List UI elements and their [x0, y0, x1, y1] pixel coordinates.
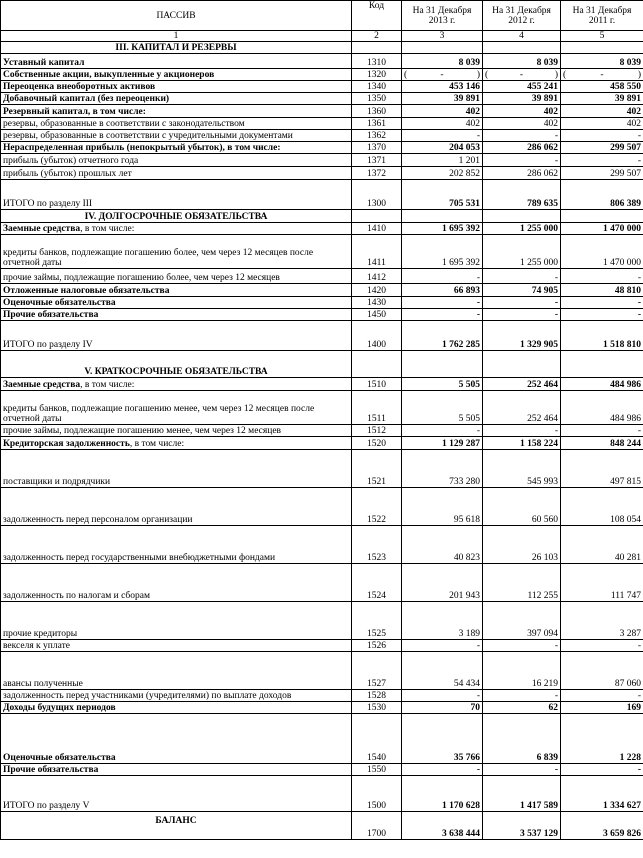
value-cell-2013: 1 695 392 — [402, 235, 483, 269]
value-cell-2011: 39 891 — [561, 93, 643, 105]
row-code: 1524 — [352, 564, 402, 602]
value-cell-2013: 5 505 — [402, 391, 483, 425]
row-name: Оценочные обязательства — [1, 714, 352, 764]
column-number: 3 — [402, 31, 483, 42]
value-cell-2012: - — [483, 425, 561, 437]
header-2013: На 31 Декабря 2013 г. — [402, 1, 483, 31]
row-name: ИТОГО по разделу V — [1, 776, 352, 812]
section-row — [1, 42, 643, 54]
table-row — [1, 154, 643, 167]
row-code: 1450 — [352, 309, 402, 321]
value-cell-2013: 40 823 — [402, 526, 483, 564]
row-code: 1527 — [352, 652, 402, 690]
value-cell-2011: - — [561, 764, 643, 776]
value-cell-2011: 299 507 — [561, 167, 643, 180]
value-cell-2012: 39 891 — [483, 93, 561, 105]
row-name: Переоценка внеоборотных активов — [1, 81, 352, 93]
row-code: 1372 — [352, 167, 402, 180]
value-cell-2011: 806 389 — [561, 180, 643, 210]
section-row — [1, 351, 643, 378]
value-cell-2013: 202 852 — [402, 167, 483, 180]
row-name-bold: Кредиторская задолженность — [3, 439, 130, 449]
row-code: 1310 — [352, 54, 402, 69]
table-row — [1, 93, 643, 105]
value-cell-2012: 1 255 000 — [483, 235, 561, 269]
row-name: Нераспределенная прибыль (непокрытый убыток), в том числе: — [1, 142, 352, 154]
row-name-bold: Заемные средства — [3, 380, 81, 390]
row-name: авансы полученные — [1, 652, 352, 690]
value-cell-2013 — [402, 42, 483, 54]
table-row — [1, 425, 643, 437]
row-code: 1412 — [352, 269, 402, 284]
table-row — [1, 297, 643, 309]
table-row — [1, 652, 643, 690]
value-cell-2011: - — [561, 690, 643, 702]
row-name: прочие займы, подлежащие погашению более, чем через 12 месяцев — [1, 269, 352, 284]
value-cell-2011: 484 986 — [561, 378, 643, 391]
value-cell-2013: 39 891 — [402, 93, 483, 105]
value-cell-2011: 1 518 810 — [561, 321, 643, 351]
row-name: Уставный капитал — [1, 54, 352, 69]
value-cell-2013: 705 531 — [402, 180, 483, 210]
value-cell-2012: 545 993 — [483, 450, 561, 488]
table-row — [1, 378, 643, 391]
table-row — [1, 223, 643, 235]
column-number: 4 — [483, 31, 561, 42]
table-row — [1, 284, 643, 297]
row-name: III. КАПИТАЛ И РЕЗЕРВЫ — [1, 42, 352, 54]
row-name: ИТОГО по разделу III — [1, 180, 352, 210]
value-cell-2012: 286 062 — [483, 142, 561, 154]
value-cell-2012: 112 255 — [483, 564, 561, 602]
value-cell-2012: 1 158 224 — [483, 437, 561, 450]
row-name: IV. ДОЛГОСРОЧНЫЕ ОБЯЗАТЕЛЬСТВА — [1, 210, 352, 223]
value-cell-2013: 3 189 — [402, 602, 483, 640]
table-row — [1, 130, 643, 142]
row-name-suffix: , в том числе: — [80, 380, 135, 390]
row-code: 1340 — [352, 81, 402, 93]
row-code: 1371 — [352, 154, 402, 167]
value-cell-2012: - — [483, 154, 561, 167]
value-cell-2011 — [561, 210, 643, 223]
table-header-row — [1, 1, 643, 31]
row-code: 1411 — [352, 235, 402, 269]
header-2012: На 31 Декабря 2012 г. — [483, 1, 561, 31]
value-cell-2013: 1 129 287 — [402, 437, 483, 450]
row-name: Прочие обязательства — [1, 764, 352, 776]
table-row — [1, 690, 643, 702]
row-value: - — [519, 70, 524, 80]
row-code: 1510 — [352, 378, 402, 391]
value-cell-2012 — [483, 351, 561, 378]
row-name-bold: Заемные средства — [3, 224, 81, 234]
row-name: V. КРАТКОСРОЧНЫЕ ОБЯЗАТЕЛЬСТВА — [1, 351, 352, 378]
value-cell-2011: 8 039 — [561, 54, 643, 69]
value-cell-2013: 201 943 — [402, 564, 483, 602]
value-cell-2012: - — [483, 309, 561, 321]
value-cell-2011: 3 659 826 — [561, 812, 643, 840]
value-cell-2011: 48 810 — [561, 284, 643, 297]
value-cell-2012: - — [483, 130, 561, 142]
table-row — [1, 235, 643, 269]
row-name: прибыль (убыток) прошлых лет — [1, 167, 352, 180]
value-cell-2013: 3 638 444 — [402, 812, 483, 840]
value-cell-2011: 3 287 — [561, 602, 643, 640]
row-name: резервы, образованные в соответствии с учредительными документами — [1, 130, 352, 142]
value-cell-2012: - — [483, 640, 561, 652]
row-name: задолженность перед персоналом организации — [1, 488, 352, 526]
row-code: 1512 — [352, 425, 402, 437]
value-cell-2011: 402 — [561, 105, 643, 118]
row-code: 1523 — [352, 526, 402, 564]
value-cell-2012: - — [483, 690, 561, 702]
row-code: 1540 — [352, 714, 402, 764]
table-row — [1, 54, 643, 69]
row-code: 1500 — [352, 776, 402, 812]
row-name — [1, 378, 352, 391]
row-code: 1550 — [352, 764, 402, 776]
row-name: кредиты банков, подлежащие погашению менее, чем через 12 месяцев после отчетной даты — [1, 391, 352, 425]
row-name: Отложенные налоговые обязательства — [1, 284, 352, 297]
value-cell-2012: 286 062 — [483, 167, 561, 180]
table-row — [1, 602, 643, 640]
value-cell-2013: 95 618 — [402, 488, 483, 526]
value-cell-2011: 299 507 — [561, 142, 643, 154]
value-cell-2011: 1 228 — [561, 714, 643, 764]
value-cell-2012: 1 417 589 — [483, 776, 561, 812]
row-value: - — [440, 70, 444, 80]
row-name — [1, 437, 352, 450]
value-cell-2011: 1 470 000 — [561, 223, 643, 235]
row-code: 1526 — [352, 640, 402, 652]
value-cell-2013: 1 762 285 — [402, 321, 483, 351]
row-code: 1400 — [352, 321, 402, 351]
total-row — [1, 776, 643, 812]
row-code: 1525 — [352, 602, 402, 640]
table-row — [1, 118, 643, 130]
value-cell-2012: 397 094 — [483, 602, 561, 640]
value-cell-2011 — [561, 351, 643, 378]
value-cell-2013: 66 893 — [402, 284, 483, 297]
value-cell-2012 — [483, 210, 561, 223]
row-code: 1528 — [352, 690, 402, 702]
value-cell-2013: - — [402, 309, 483, 321]
row-name: Прочие обязательства — [1, 309, 352, 321]
table-row — [1, 142, 643, 154]
value-cell-2012: 60 560 — [483, 488, 561, 526]
row-name: Добавочный капитал (без переоценки) — [1, 93, 352, 105]
row-name: ИТОГО по разделу IV — [1, 321, 352, 351]
value-cell-2011: 40 281 — [561, 526, 643, 564]
section-row — [1, 210, 643, 223]
row-name: БАЛАНС — [1, 812, 352, 840]
value-cell-2011: 1 470 000 — [561, 235, 643, 269]
value-cell-2011: 402 — [561, 118, 643, 130]
row-code: 1430 — [352, 297, 402, 309]
row-code — [352, 210, 402, 223]
value-cell-2011: - — [561, 425, 643, 437]
value-cell-2013: ( - ) — [402, 69, 483, 81]
value-cell-2012: 62 — [483, 702, 561, 714]
table-row — [1, 69, 643, 81]
row-name: Резервный капитал, в том числе: — [1, 105, 352, 118]
row-name: резервы, образованные в соответствии с законодательством — [1, 118, 352, 130]
row-code: 1370 — [352, 142, 402, 154]
value-cell-2011: - — [561, 130, 643, 142]
value-cell-2013: 8 039 — [402, 54, 483, 69]
column-number: 2 — [352, 31, 402, 42]
row-name: прибыль (убыток) отчетного года — [1, 154, 352, 167]
row-name-suffix: , в том числе: — [80, 224, 135, 234]
value-cell-2011: 87 060 — [561, 652, 643, 690]
table-row — [1, 640, 643, 652]
row-code: 1350 — [352, 93, 402, 105]
value-cell-2013 — [402, 351, 483, 378]
column-number: 5 — [561, 31, 643, 42]
value-cell-2013: - — [402, 425, 483, 437]
value-cell-2012: 1 255 000 — [483, 223, 561, 235]
value-cell-2013: 733 280 — [402, 450, 483, 488]
table-row — [1, 309, 643, 321]
row-code: 1361 — [352, 118, 402, 130]
value-cell-2013: 1 695 392 — [402, 223, 483, 235]
value-cell-2011: - — [561, 154, 643, 167]
value-cell-2011: 458 550 — [561, 81, 643, 93]
row-code — [352, 42, 402, 54]
value-cell-2011: - — [561, 640, 643, 652]
value-cell-2012: - — [483, 297, 561, 309]
value-cell-2013: 204 053 — [402, 142, 483, 154]
row-name-suffix: , в том числе: — [129, 439, 185, 449]
row-code: 1420 — [352, 284, 402, 297]
column-numbers-row — [1, 31, 643, 42]
row-code: 1522 — [352, 488, 402, 526]
value-cell-2013: 402 — [402, 118, 483, 130]
row-value: - — [600, 70, 604, 80]
table-row — [1, 269, 643, 284]
table-row — [1, 167, 643, 180]
value-cell-2012: 455 241 — [483, 81, 561, 93]
table-row — [1, 450, 643, 488]
table-row — [1, 764, 643, 776]
value-cell-2011 — [561, 42, 643, 54]
row-code: 1511 — [352, 391, 402, 425]
header-code: Код — [352, 1, 402, 31]
value-cell-2012: 252 464 — [483, 378, 561, 391]
row-code: 1362 — [352, 130, 402, 142]
row-code: 1530 — [352, 702, 402, 714]
value-cell-2013: - — [402, 764, 483, 776]
column-number: 1 — [1, 31, 352, 42]
value-cell-2012: 252 464 — [483, 391, 561, 425]
table-row — [1, 105, 643, 118]
value-cell-2012: 3 537 129 — [483, 812, 561, 840]
row-name: векселя к уплате — [1, 640, 352, 652]
row-code — [352, 351, 402, 378]
value-cell-2013: - — [402, 690, 483, 702]
value-cell-2013: 35 766 — [402, 714, 483, 764]
row-name: Собственные акции, выкупленные у акционеров — [1, 69, 352, 81]
header-2011: На 31 Декабря 2011 г. — [561, 1, 643, 31]
row-code: 1520 — [352, 437, 402, 450]
value-cell-2013: - — [402, 640, 483, 652]
row-name: поставщики и подрядчики — [1, 450, 352, 488]
value-cell-2012: - — [483, 764, 561, 776]
value-cell-2011: 484 986 — [561, 391, 643, 425]
row-name: кредиты банков, подлежащие погашению более, чем через 12 месяцев после отчетной даты — [1, 235, 352, 269]
value-cell-2013: 402 — [402, 105, 483, 118]
value-cell-2012: 402 — [483, 105, 561, 118]
value-cell-2012: 1 329 905 — [483, 321, 561, 351]
row-code: 1360 — [352, 105, 402, 118]
row-code: 1521 — [352, 450, 402, 488]
total-row — [1, 180, 643, 210]
row-name — [1, 223, 352, 235]
row-code: 1700 — [352, 812, 402, 840]
value-cell-2013: 5 505 — [402, 378, 483, 391]
row-name: прочие кредиторы — [1, 602, 352, 640]
value-cell-2012: 402 — [483, 118, 561, 130]
total-row — [1, 321, 643, 351]
value-cell-2013: - — [402, 297, 483, 309]
value-cell-2011: 1 334 627 — [561, 776, 643, 812]
table-row — [1, 564, 643, 602]
table-row — [1, 526, 643, 564]
value-cell-2013: 54 434 — [402, 652, 483, 690]
value-cell-2011: - — [561, 297, 643, 309]
row-name: прочие займы, подлежащие погашению менее, чем через 12 месяцев — [1, 425, 352, 437]
table-row — [1, 81, 643, 93]
value-cell-2013 — [402, 210, 483, 223]
header-name: ПАССИВ — [1, 1, 352, 31]
row-name: задолженность перед участниками (учредителями) по выплате доходов — [1, 690, 352, 702]
value-cell-2011: - — [561, 309, 643, 321]
row-name: Оценочные обязательства — [1, 297, 352, 309]
value-cell-2011: 108 054 — [561, 488, 643, 526]
value-cell-2011: - — [561, 269, 643, 284]
value-cell-2012: - — [483, 269, 561, 284]
value-cell-2011: ( - ) — [561, 69, 643, 81]
value-cell-2013: 1 170 628 — [402, 776, 483, 812]
row-name: задолженность по налогам и сборам — [1, 564, 352, 602]
value-cell-2012: 789 635 — [483, 180, 561, 210]
value-cell-2012: 26 103 — [483, 526, 561, 564]
table-row — [1, 391, 643, 425]
row-code: 1320 — [352, 69, 402, 81]
value-cell-2013: 453 146 — [402, 81, 483, 93]
value-cell-2013: 70 — [402, 702, 483, 714]
value-cell-2012 — [483, 42, 561, 54]
value-cell-2012: 8 039 — [483, 54, 561, 69]
value-cell-2013: 1 201 — [402, 154, 483, 167]
value-cell-2012: 74 905 — [483, 284, 561, 297]
value-cell-2012: 16 219 — [483, 652, 561, 690]
value-cell-2011: 497 815 — [561, 450, 643, 488]
value-cell-2012: 6 839 — [483, 714, 561, 764]
table-row — [1, 437, 643, 450]
table-row — [1, 702, 643, 714]
row-code: 1300 — [352, 180, 402, 210]
value-cell-2013: - — [402, 269, 483, 284]
row-code: 1410 — [352, 223, 402, 235]
value-cell-2011: 848 244 — [561, 437, 643, 450]
value-cell-2012: ( - ) — [483, 69, 561, 81]
table-row — [1, 488, 643, 526]
row-name: Доходы будущих периодов — [1, 702, 352, 714]
value-cell-2013: - — [402, 130, 483, 142]
balance-row — [1, 812, 643, 840]
table-row — [1, 714, 643, 764]
value-cell-2011: 111 747 — [561, 564, 643, 602]
row-name: задолженность перед государственными внебюджетными фондами — [1, 526, 352, 564]
value-cell-2011: 169 — [561, 702, 643, 714]
